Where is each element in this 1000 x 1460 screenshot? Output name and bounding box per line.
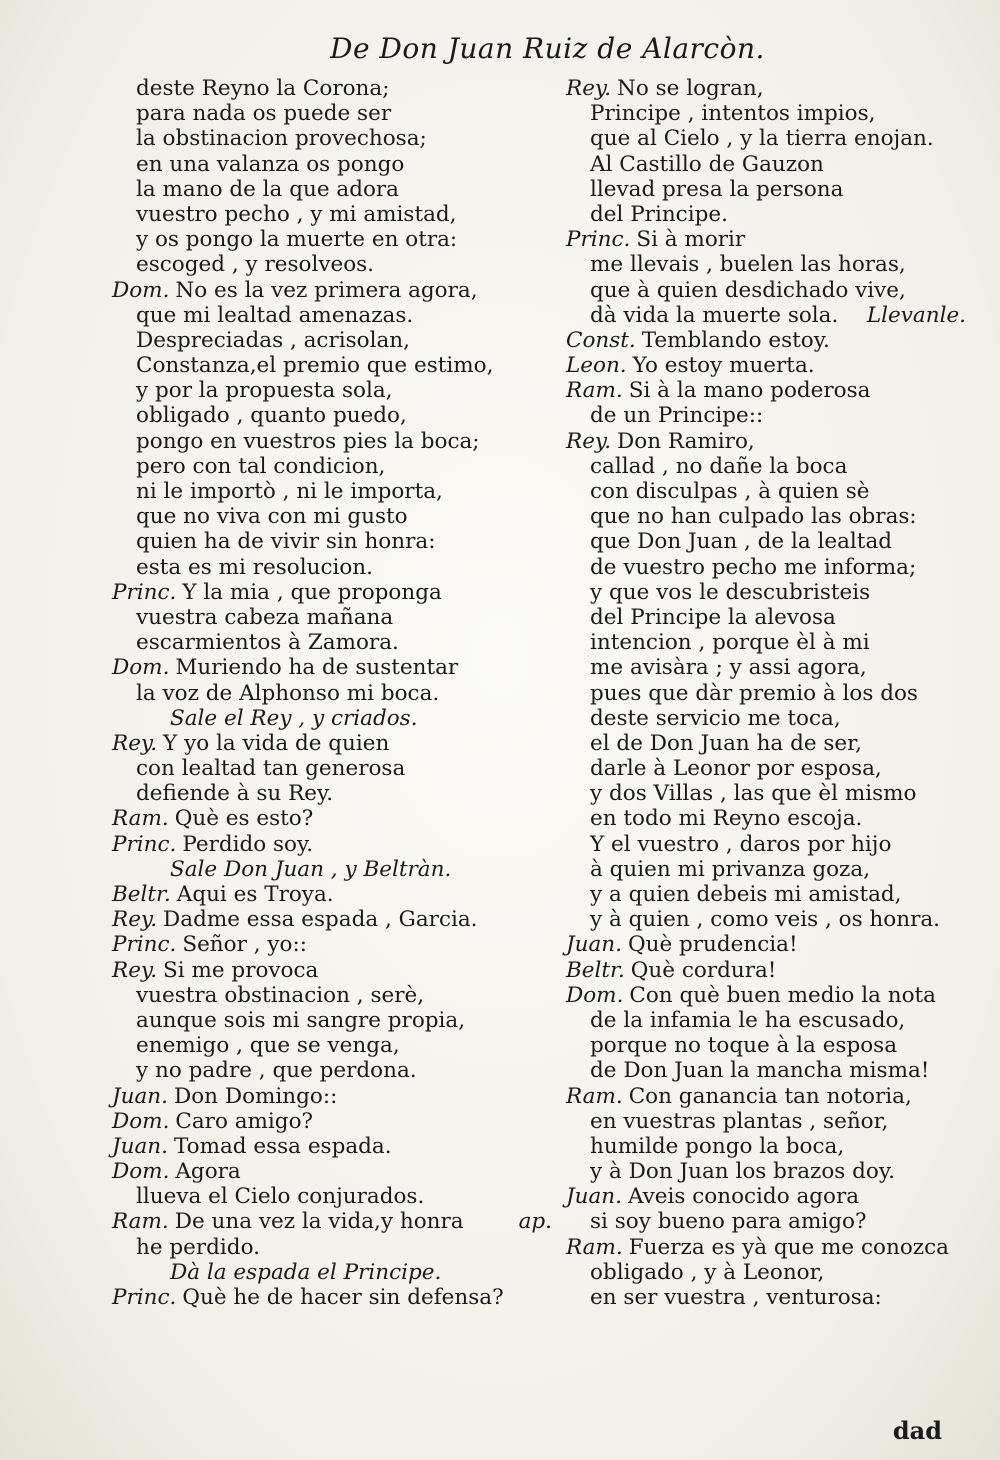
verse-line (566, 1184, 966, 1209)
verse-line (566, 479, 966, 504)
speaker-label: Ram. (112, 806, 169, 832)
verse-line (112, 806, 552, 831)
verse-line (566, 454, 966, 479)
verse-line (112, 1008, 552, 1033)
verse-line (566, 932, 966, 957)
verse-line (112, 1209, 552, 1234)
verse-text: vuestra obstinacion , serè, (136, 982, 425, 1008)
verse-line (112, 227, 552, 252)
verse-text: à quien mi privanza goza, (590, 856, 871, 882)
speaker-label: Dom. (112, 1159, 170, 1185)
verse-line (566, 252, 966, 277)
verse-text: y à Don Juan los brazos doy. (590, 1159, 895, 1185)
verse-text: con lealtad tan generosa (136, 756, 406, 782)
verse-text: No se logran, (617, 76, 764, 101)
verse-text: Caro amigo? (175, 1108, 314, 1134)
verse-text: la obstinacion provechosa; (136, 126, 427, 152)
verse-line (112, 152, 552, 177)
verse-text: Al Castillo de Gauzon (590, 151, 824, 177)
verse-text: que al Cielo , y la tierra enojan. (590, 126, 934, 152)
verse-text: escarmientos à Zamora. (136, 630, 399, 656)
verse-text: aunque sois mi sangre propia, (136, 1007, 466, 1033)
verse-text: escoged , y resolveos. (136, 252, 375, 278)
verse-line (566, 529, 966, 554)
verse-line (112, 479, 552, 504)
verse-line (566, 1109, 966, 1134)
verse-line (112, 681, 552, 706)
verse-line (566, 958, 966, 983)
verse-line (566, 1235, 966, 1260)
verse-text: defiende à su Rey. (136, 781, 334, 807)
verse-line (112, 555, 552, 580)
verse-line (566, 1058, 966, 1083)
speaker-label: Rey. (112, 730, 158, 756)
speaker-label: Ram. (566, 1083, 623, 1109)
verse-line (112, 605, 552, 630)
speaker-label: Princ. (112, 831, 177, 857)
speaker-label: Ram. (566, 378, 623, 404)
speaker-label: Princ. (112, 932, 177, 958)
verse-line (112, 1159, 552, 1184)
verse-text: el de Don Juan ha de ser, (590, 730, 862, 756)
verse-line (566, 202, 966, 227)
verse-text: Aveis conocido agora (627, 1184, 860, 1210)
verse-text: Si me provoca (163, 957, 319, 983)
speaker-label: Juan. (566, 932, 622, 958)
verse-text: con disculpas , à quien sè (590, 479, 870, 504)
verse-text: y a quien debeis mi amistad, (590, 882, 902, 907)
speaker-label: Dom. (566, 982, 624, 1008)
verse-line (112, 403, 552, 428)
verse-line (566, 1033, 966, 1058)
verse-text: dà vida la muerte sola. (590, 302, 839, 328)
verse-text: Muriendo ha de sustentar (175, 655, 459, 681)
verse-line (112, 429, 552, 454)
verse-text: porque no toque à la esposa (590, 1033, 898, 1059)
verse-line (112, 101, 552, 126)
verse-text: Constanza,el premio que estimo, (136, 353, 494, 379)
verse-line (566, 403, 966, 428)
verse-line (566, 857, 966, 882)
verse-text: deste Reyno la Corona; (136, 76, 390, 101)
verse-line (566, 1209, 966, 1234)
verse-line (566, 177, 966, 202)
verse-line (566, 152, 966, 177)
verse-text: y por la propuesta sola, (136, 378, 393, 404)
verse-text: de un Principe:: (590, 403, 764, 429)
verse-line (566, 101, 966, 126)
verse-line (112, 126, 552, 151)
speaker-label: Rey. (566, 76, 612, 101)
verse-text: esta es mi resolucion. (136, 554, 373, 580)
verse-line (112, 252, 552, 277)
verse-text: me avisàra ; y assi agora, (590, 655, 867, 681)
speaker-label: Princ. (112, 579, 177, 605)
verse-text: de la infamia le ha escusado, (590, 1007, 906, 1033)
verse-text: De una vez la vida,y honra (174, 1209, 464, 1235)
verse-text: que à quien desdichado vive, (590, 277, 906, 303)
verse-text: humilde pongo la boca, (590, 1133, 845, 1159)
verse-text: Fuerza es yà que me conozca (628, 1234, 949, 1260)
verse-line (112, 1109, 552, 1134)
verse-text: la mano de la que adora (136, 176, 399, 202)
verse-text: Agora (175, 1159, 241, 1185)
verse-text: pero con tal condicion, (136, 453, 386, 479)
verse-text: la voz de Alphonso mi boca. (136, 680, 440, 706)
verse-text: y dos Villas , las que èl mismo (590, 781, 917, 807)
verse-line (566, 378, 966, 403)
verse-line (112, 907, 552, 932)
verse-line (566, 706, 966, 731)
speaker-label: Ram. (112, 1209, 169, 1235)
verse-text: Y yo la vida de quien (163, 730, 390, 756)
verse-line (566, 781, 966, 806)
verse-line (566, 655, 966, 680)
verse-line (112, 202, 552, 227)
verse-text: llueva el Cielo conjurados. (136, 1184, 425, 1210)
verse-line (112, 328, 552, 353)
verse-line (112, 1285, 552, 1310)
speaker-label: Princ. (566, 227, 631, 253)
verse-text: Si à morir (636, 227, 746, 253)
verse-text: vuestra cabeza mañana (136, 604, 394, 630)
verse-line (112, 580, 552, 605)
verse-text: en ser vuestra , venturosa: (590, 1285, 882, 1310)
verse-line (566, 731, 966, 756)
verse-line (566, 605, 966, 630)
verse-line (566, 1260, 966, 1285)
verse-text: Y el vuestro , daros por hijo (590, 831, 892, 857)
verse-line (112, 303, 552, 328)
verse-line (566, 227, 966, 252)
verse-line (566, 555, 966, 580)
verse-text: Despreciadas , acrisolan, (136, 327, 410, 353)
verse-text: Señor , yo:: (182, 932, 307, 958)
verse-text: y que vos le descubristeis (590, 579, 871, 605)
verse-line (112, 731, 552, 756)
verse-text: Principe , intentos impios, (590, 101, 876, 127)
verse-text: Con què buen medio la nota (629, 982, 936, 1008)
verse-text: Don Domingo:: (173, 1083, 338, 1109)
verse-line (566, 278, 966, 303)
speaker-label: Ram. (566, 1234, 623, 1260)
verse-line (566, 630, 966, 655)
verse-line (566, 1134, 966, 1159)
verse-text: y à quien , como veis , os honra. (590, 907, 941, 933)
verse-text: he perdido. (136, 1234, 260, 1260)
verse-text: Con ganancia tan notoria, (628, 1083, 912, 1109)
verse-text: si soy bueno para amigo? (590, 1209, 867, 1235)
verse-line (112, 832, 552, 857)
verse-text: Aqui es Troya. (176, 882, 334, 907)
verse-line (566, 580, 966, 605)
verse-text: vuestro pecho , y mi amistad, (136, 201, 457, 227)
verse-line (112, 378, 552, 403)
aside-note: ap. (518, 1209, 552, 1235)
verse-text: deste servicio me toca, (590, 705, 841, 731)
verse-text: del Principe. (590, 201, 728, 227)
verse-text: pues que dàr premio à los dos (590, 680, 918, 706)
verse-text: me llevais , buelen las horas, (590, 252, 906, 278)
verse-text: en vuestras plantas , señor, (590, 1108, 889, 1134)
speaker-label: Juan. (566, 1184, 622, 1210)
verse-text: para nada os puede ser (136, 101, 392, 127)
verse-line (112, 1235, 552, 1260)
speaker-label: Const. (566, 327, 636, 353)
verse-text: Què cordura! (630, 957, 777, 983)
speaker-label: Rey. (112, 957, 158, 983)
speaker-label: Juan. (112, 1133, 168, 1159)
verse-line (566, 907, 966, 932)
verse-text: pongo en vuestros pies la boca; (136, 428, 480, 454)
verse-text: del Principe la alevosa (590, 604, 836, 630)
speaker-label: Dom. (112, 1108, 170, 1134)
verse-text: darle à Leonor por esposa, (590, 756, 882, 782)
verse-text: callad , no dañe la boca (590, 453, 848, 479)
verse-text: Temblando estoy. (641, 327, 830, 353)
verse-text: Perdido soy. (182, 831, 314, 857)
left-column (112, 76, 552, 1310)
verse-text: que mi lealtad amenazas. (136, 302, 414, 328)
verse-text: que no viva con mi gusto (136, 504, 408, 530)
verse-line (112, 529, 552, 554)
speaker-label: Dom. (112, 277, 170, 303)
verse-line (566, 756, 966, 781)
verse-line (566, 353, 966, 378)
running-header: De Don Juan Ruiz de Alarcòn. (330, 32, 765, 65)
speaker-label: Beltr. (566, 957, 625, 983)
verse-line (112, 1184, 552, 1209)
verse-text: en todo mi Reyno escoja. (590, 806, 863, 832)
verse-text: llevad presa la persona (590, 176, 844, 202)
verse-text: Tomad essa espada. (173, 1133, 392, 1159)
speaker-label: Rey. (566, 428, 612, 454)
verse-line (112, 1033, 552, 1058)
verse-line (566, 303, 966, 328)
verse-text: de Don Juan la mancha misma! (590, 1058, 930, 1084)
verse-line (112, 958, 552, 983)
verse-line (112, 1084, 552, 1109)
verse-text: Què prudencia! (627, 932, 798, 958)
stage-direction: Sale el Rey , y criados. (170, 705, 418, 731)
verse-line (566, 983, 966, 1008)
aside-note: Llevanle. (866, 302, 966, 328)
verse-line (566, 429, 966, 454)
verse-line (566, 504, 966, 529)
speaker-label: Juan. (112, 1083, 168, 1109)
speaker-label: Rey. (112, 907, 158, 933)
verse-line (566, 1084, 966, 1109)
verse-line (566, 832, 966, 857)
verse-text: Y la mia , que proponga (182, 579, 442, 605)
verse-line (112, 756, 552, 781)
verse-text: y os pongo la muerte en otra: (136, 227, 458, 253)
verse-text: Yo estoy muerta. (632, 353, 815, 379)
verse-text: enemigo , que se venga, (136, 1033, 400, 1059)
verse-line (112, 781, 552, 806)
verse-line (112, 630, 552, 655)
stage-direction: Dà la espada el Principe. (170, 1259, 442, 1285)
verse-line (566, 328, 966, 353)
verse-line (112, 1058, 552, 1083)
verse-text: y no padre , que perdona. (136, 1058, 417, 1084)
verse-line (112, 882, 552, 907)
verse-line (566, 681, 966, 706)
verse-text: ni le importò , ni le importa, (136, 479, 443, 504)
verse-text: No es la vez primera agora, (175, 277, 478, 303)
verse-line (112, 504, 552, 529)
verse-text: obligado , y à Leonor, (590, 1259, 825, 1285)
verse-line (112, 454, 552, 479)
verse-text: Dadme essa espada , Garcia. (163, 907, 478, 933)
right-column (566, 76, 966, 1310)
verse-line (566, 882, 966, 907)
verse-text: que no han culpado las obras: (590, 504, 917, 530)
catchword: dad (892, 1416, 942, 1445)
verse-text: Què he de hacer sin defensa? (182, 1285, 504, 1310)
verse-text: en una valanza os pongo (136, 151, 405, 177)
verse-text: que Don Juan , de la lealtad (590, 529, 893, 555)
verse-line (112, 655, 552, 680)
verse-line (112, 353, 552, 378)
verse-line (566, 1008, 966, 1033)
verse-line (566, 126, 966, 151)
verse-text: Si à la mano poderosa (628, 378, 871, 404)
speaker-label: Princ. (112, 1285, 177, 1310)
verse-text: quien ha de vivir sin honra: (136, 529, 436, 555)
verse-line (112, 932, 552, 957)
verse-line (112, 1134, 552, 1159)
speaker-label: Dom. (112, 655, 170, 681)
verse-line (112, 76, 552, 101)
verse-line (112, 278, 552, 303)
speaker-label: Leon. (566, 353, 627, 379)
verse-text: Què es esto? (174, 806, 314, 832)
verse-text: de vuestro pecho me informa; (590, 554, 917, 580)
verse-line (566, 76, 966, 101)
verse-line (566, 1159, 966, 1184)
verse-line (112, 177, 552, 202)
speaker-label: Beltr. (112, 882, 171, 907)
verse-line (112, 983, 552, 1008)
verse-text: Don Ramiro, (617, 428, 755, 454)
stage-direction: Sale Don Juan , y Beltràn. (170, 856, 452, 882)
verse-line (566, 806, 966, 831)
verse-line (566, 1285, 966, 1310)
verse-text: obligado , quanto puedo, (136, 403, 407, 429)
verse-text: intencion , porque èl à mi (590, 630, 870, 656)
